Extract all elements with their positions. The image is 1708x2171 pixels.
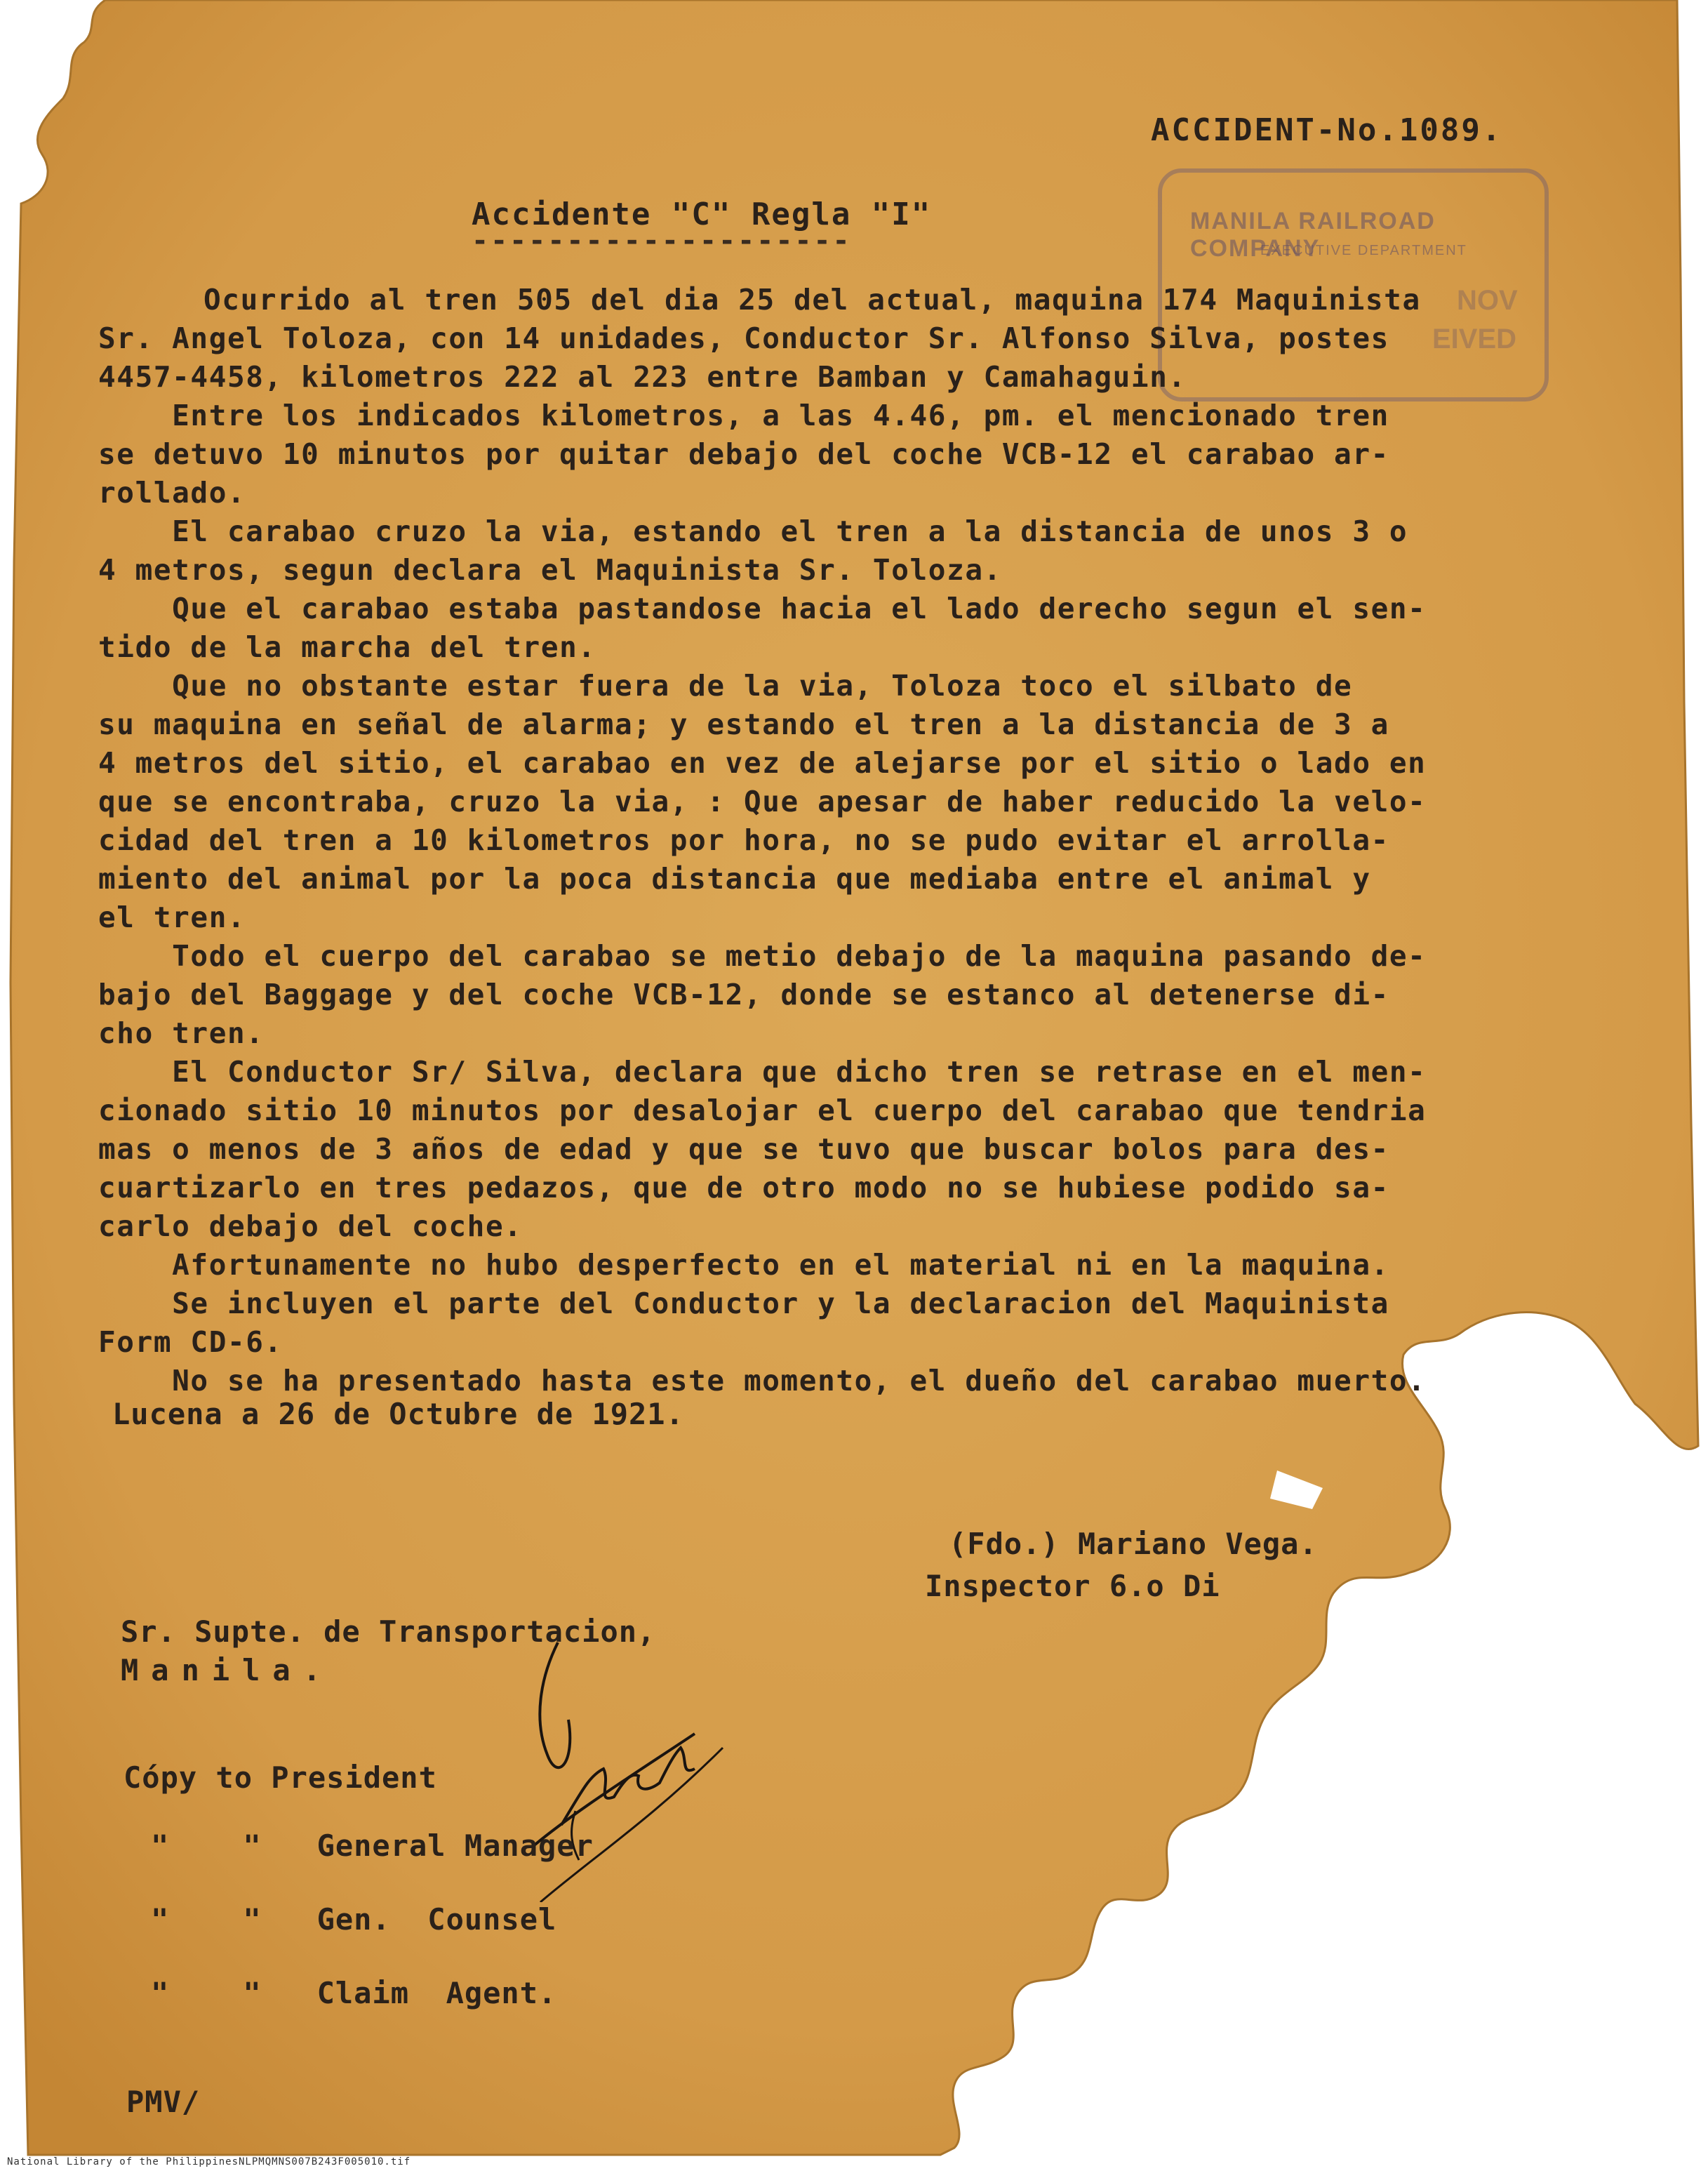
paragraph-2: Entre los indicados kilometros, a las 4.46, pm. el mencionado tren se detuvo 10 minutos por quitar debajo del coche VCB-12 el carabao ar- rollado. (98, 399, 1389, 510)
copy-to-heading: Cópy to President (124, 1760, 437, 1795)
place-date: Lucena a 26 de Octubre de 1921. (112, 1397, 684, 1431)
addressee-line-2: Manila. (121, 1653, 334, 1687)
paragraph-6: Todo el cuerpo del carabao se metio debajo de la maquina pasando de- bajo del Baggage y del coche VCB-12, donde se estanco al detenerse di- cho tren. (98, 939, 1427, 1050)
paragraph-4: Que el carabao estaba pastandose hacia el lado derecho segun el sen- tido de la marcha del tren. (98, 592, 1427, 664)
copy-recipient-3: " " Claim Agent. (151, 1976, 557, 2010)
stamp-company: MANILA RAILROAD COMPANY (1190, 208, 1436, 262)
report-body (98, 281, 1642, 1400)
stamp-fragment-2: EIVED (1432, 324, 1517, 354)
addressee-line-1: Sr. Supte. de Transportacion, (121, 1614, 656, 1649)
paragraph-8: Afortunamente no hubo desperfecto en el material ni en la maquina. (98, 1248, 1389, 1282)
paragraph-7: El Conductor Sr/ Silva, declara que dicho tren se retrase en el men- cionado sitio 10 minutos por desalojar el cuerpo del carabao que tendria mas o menos de 3 años de edad y que se tuvo que buscar bolos para des- cuartizarlo en tres pedazos, que de otro modo no se hubiese podido sa- carlo debajo del coche. (98, 1055, 1427, 1243)
paragraph-1: Ocurrido al tren 505 del dia 25 del actual, maquina 174 Maquinista Sr. Angel Toloza, con 14 unidades, Conductor Sr. Alfonso Silva, postes 4457-4458, kilometros 222 al 223 entre Bamban y Camahaguin. (98, 283, 1421, 394)
typist-initials: PMV/ (126, 2085, 201, 2119)
copy-recipient-1: " " General Manager (151, 1828, 594, 1863)
paragraph-10: No se ha presentado hasta este momento, el dueño del carabao muerto. (98, 1364, 1427, 1397)
accident-number: ACCIDENT-No.1089. (1151, 112, 1503, 148)
stamp-department: EXECUTIVE DEPARTMENT (1260, 243, 1467, 258)
paragraph-3: El carabao cruzo la via, estando el tren a la distancia de unos 3 o 4 metros, segun declara el Maquinista Sr. Toloza. (98, 514, 1408, 587)
document-heading: Accidente "C" Regla "I" (472, 197, 932, 232)
signature-title: Inspector 6.o Di (925, 1569, 1220, 1603)
paragraph-5: Que no obstante estar fuera de la via, Toloza toco el silbato de su maquina en señal de alarma; y estando el tren a la distancia de 3 a 4 metros del sitio, el carabao en vez de alejarse por el sitio o lado en que se encontraba, cruzo la via, : Que apesar de haber reducido la velo- cidad del tren a 10 kilometros por hora, no se pudo evitar el arrolla- miento del animal por la poca distancia que mediaba entre el animal y el tren. (98, 669, 1427, 934)
footer-filename: NLPMQMNS007B243F005010.tif (239, 2156, 411, 2167)
heading-underline: -------------------- (472, 225, 852, 257)
footer-library: National Library of the Philippines (7, 2156, 239, 2167)
stamp-fragment: NOV (1457, 285, 1518, 316)
paragraph-9: Se incluyen el parte del Conductor y la declaracion del Maquinista Form CD-6. (98, 1287, 1389, 1359)
copy-recipient-2: " " Gen. Counsel (151, 1902, 557, 1937)
signature-name: (Fdo.) Mariano Vega. (949, 1527, 1318, 1561)
